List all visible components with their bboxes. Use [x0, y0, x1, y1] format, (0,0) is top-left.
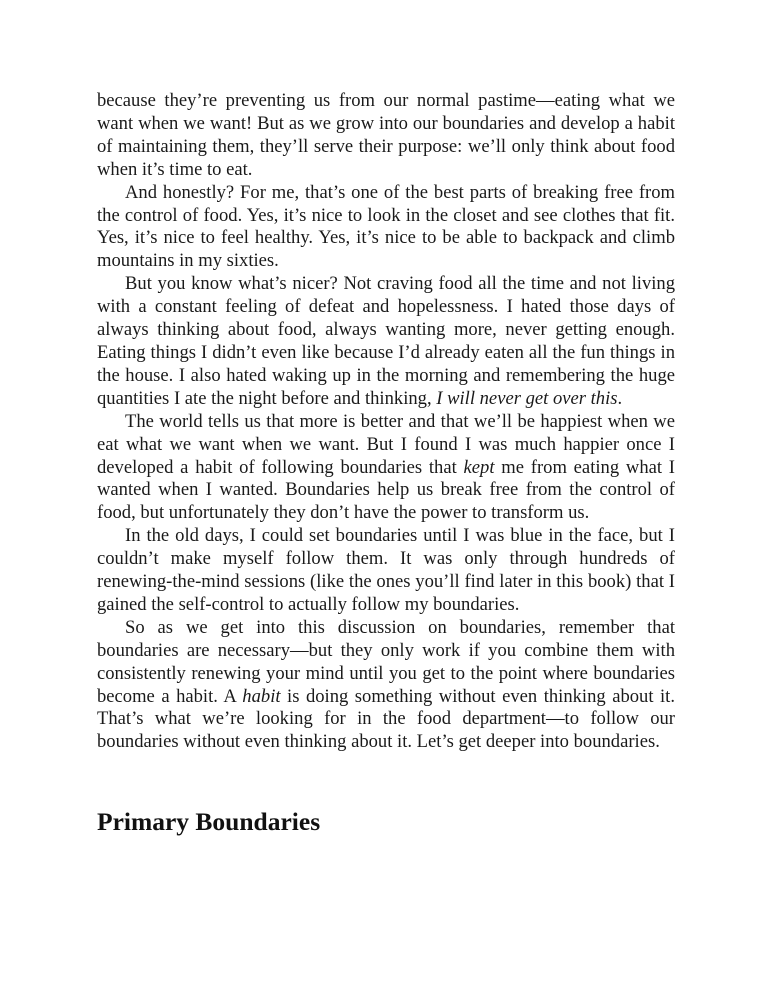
continued-paragraph: [97, 90, 675, 182]
book-page: [97, 90, 675, 837]
paragraph: [97, 182, 675, 274]
section-heading: Primary Boundaries: [97, 807, 321, 837]
text-run: me from eating what I wanted when I wanted. Boundaries help us break free from the control of food, but unfortunately they don’t have the power to transform us.: [97, 456, 675, 524]
italic-run: I will never get over this: [436, 387, 618, 409]
paragraph: [97, 525, 675, 617]
italic-run: habit: [242, 685, 281, 707]
text-run: .: [617, 387, 623, 409]
paragraph: [97, 411, 675, 526]
text-run: But you know what’s nicer? Not craving food all the time and not living with a constant feeling of defeat and hopelessness. I hated those days of always thinking about food, always wanting more, never getting enough. Eating things I didn’t even like because I’d already eaten all the fun things in the house. I also hated waking up in the morning and remembering the huge quantities I ate the night before and thinking,: [97, 273, 675, 409]
body-text: [97, 90, 675, 754]
paragraph: [97, 617, 675, 754]
text-run: is doing something without even thinking about it. That’s what we’re looking for in the food department—to follow our boundaries without even thinking about it. Let’s get deeper into boundaries.: [97, 685, 675, 753]
text-run: In the old days, I could set boundaries until I was blue in the face, but I couldn’t make myself follow them. It was only through hundreds of renewing-the-mind sessions (like the ones you’ll find later in this book) that I gained the self-control to actually follow my boundaries.: [97, 525, 675, 615]
text-run: And honestly? For me, that’s one of the best parts of breaking free from the control of food. Yes, it’s nice to look in the closet and see clothes that fit. Yes, it’s nice to feel healthy. Yes, it’s nice to be able to backpack and climb mountains in my sixties.: [97, 181, 675, 272]
italic-run: kept: [463, 456, 495, 478]
text-run: because they’re preventing us from our normal pastime—eating what we want when we want! But as we grow into our boundaries and develop a habit of maintaining them, they’ll serve their purpose: we’ll only think about food when it’s time to eat.: [97, 90, 675, 180]
text-run: The world tells us that more is better and that we’ll be happiest when we eat what we want when we want. But I found I was much happier once I developed a habit of following boundaries that: [97, 410, 675, 478]
text-run: So as we get into this discussion on boundaries, remember that boundaries are necessary—but they only work if you combine them with consistently renewing your mind until you get to the point where boundaries become a habit. A: [97, 616, 675, 707]
paragraph: [97, 273, 675, 410]
